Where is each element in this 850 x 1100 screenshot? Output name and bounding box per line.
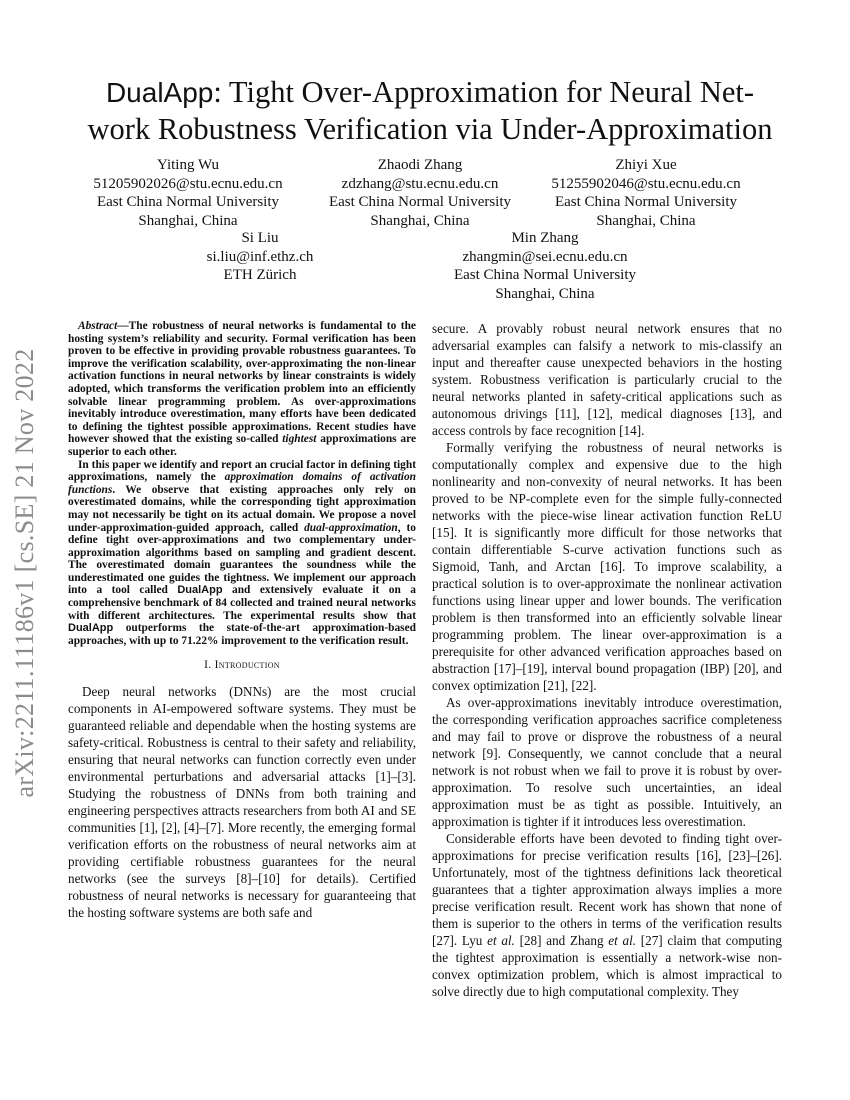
author-location: Shanghai, China xyxy=(370,212,470,229)
author-email: si.liu@inf.ethz.ch xyxy=(206,248,314,265)
author-block-4 xyxy=(140,229,380,285)
author-affiliation: East China Normal University xyxy=(328,194,512,210)
author-name: Si Liu xyxy=(241,230,279,246)
author-block-3 xyxy=(526,156,766,230)
author-email: 51255902046@stu.ecnu.edu.cn xyxy=(551,175,741,192)
section-heading-introduction: I. Introduction xyxy=(204,659,280,672)
arxiv-identifier: arXiv:2211.11186v1 [cs.SE] 21 Nov 2022 xyxy=(10,348,39,798)
author-name: Min Zhang xyxy=(511,230,579,246)
author-location: Shanghai, China xyxy=(596,212,696,229)
abstract-label: Abstract xyxy=(78,320,118,332)
abstract-paragraph-2: In this paper we identify and report an crucial factor in defining tight approximations, namely the approximation domains of activation functions. We observe that existing approaches only rely on overestimated domains, while the corresponding tight approximation may not necessarily be tight on its actual domain. We propose a novel under-approximation-guided approach, called dual-approximation, to define tight over-approximations and two complementary under-approximation algorithms based on sampling and gradient descent. The overestimated domain guarantees the soundness while the underestimated one guides the tightness. We implement our approach into a tool called DualApp and extensively evaluate it on a comprehensive benchmark of 84 collected and trained neural networks with different architectures. The experimental results show that DualApp outperforms the state-of-the-art approximation-based approaches, with up to 71.22% improvement to the verification result. xyxy=(68,458,417,647)
abstract-paragraph-1: Abstract—The robustness of neural networks is fundamental to the hosting system’s reliability and security. Formal verification has been proven to be effective in providing provable robustness guarantees. To improve the verification scalability, over-approximating the non-linear activation functions in neural networks by linear constraints is widely adopted, which transforms the verification problem into an efficiently solvable linear programming problem. As over-approximations inevitably introduce overestimation, many efforts have been dedicated to defining the tightest possible approximations. Recent studies have however showed that the existing so-called tightest approximations are superior to each other. xyxy=(68,320,417,458)
author-location: Shanghai, China xyxy=(138,212,238,229)
abstract xyxy=(68,320,416,647)
arxiv-sidebar-stamp xyxy=(8,293,42,853)
author-location: Shanghai, China xyxy=(495,285,595,302)
left-body-text xyxy=(68,683,416,921)
title-line2: work Robustness Verification via Under-Approximation xyxy=(87,112,773,146)
author-email: zdzhang@stu.ecnu.edu.cn xyxy=(341,175,499,192)
author-name: Zhiyi Xue xyxy=(615,157,677,173)
author-email: zhangmin@sei.ecnu.edu.cn xyxy=(462,248,628,265)
title-tool-name: DualApp xyxy=(105,77,214,108)
author-affiliation: East China Normal University xyxy=(96,194,280,210)
body-paragraph: Considerable efforts have been devoted to finding tight over-approximations for precise verification results [16], [23]–[26]. Unfortunately, most of the tightness definitions lack theoretical guarantees that a tighter approximation always implies a more precise verification result. Recent work has shown that none of them is superior to the others in terms of the verification results [27]. Lyu et al. [28] and Zhang et al. [27] claim that computing the tightest approximation is essentially a network-wise non-convex optimization problem, which is almost impractical to solve directly due to high computational complexity. They xyxy=(432,831,783,999)
body-paragraph: Formally verifying the robustness of neural networks is computationally complex and expensive due to the high nonlinearity and non-convexity of neural networks. It has been proved to be NP-complete even for the simple fully-connected networks with the piece-wise linear activation function ReLU [15]. It is significantly more difficult for those networks that contain differentiable S-curve activation functions such as Sigmoid, Tanh, and Arctan [16]. To improve scalability, a practical solution is to over-approximate the nonlinear activation functions using linear upper and lower bounds. The verification problem is then transformed into an efficiently solvable linear programming problem. The linear over-approximation is a prerequisite for other advanced verification approaches based on abstraction [17]–[19], interval bound propagation (IBP) [20], and convex optimization [21], [22]. xyxy=(432,440,782,693)
author-affiliation: ETH Zürich xyxy=(223,267,297,283)
author-name: Yiting Wu xyxy=(156,157,220,173)
author-block-2 xyxy=(300,156,540,230)
right-column xyxy=(432,320,782,1000)
author-affiliation: East China Normal University xyxy=(453,267,637,283)
author-block-5 xyxy=(425,229,665,303)
body-paragraph: secure. A provably robust neural network ensures that no adversarial examples can falsify a network to mis-classify an input and thereafter cause unexpected behaviors in the hosting system. Robustness verification is particularly crucial to the neural networks planted in safety-critical applications such as autonomous drivings [11], [12], medical diagnoses [13], and access controls by face recognition [14]. xyxy=(432,321,782,438)
body-paragraph: Deep neural networks (DNNs) are the most crucial components in AI-empowered software systems. They must be guaranteed reliable and dependable when the hosting systems are safety-critical. Robustness is central to their safety and reliability, ensuring that neural networks can function correctly even under environmental perturbations and adversarial attacks [1]–[3]. Studying the robustness of DNNs from both training and engineering perspectives attracts researchers from both AI and SE communities [1], [2], [4]–[7]. More recently, the emerging formal verification efforts on the robustness of neural networks aim at providing certifiable robustness guarantees for the neural networks (see the surveys [8]–[10] for details). Certified robustness of neural networks is necessary for guaranteeing that the hosting software systems are both safe and xyxy=(68,684,416,921)
title-line1: : Tight Over-Approximation for Neural Net- xyxy=(213,75,755,109)
author-email: 51205902026@stu.ecnu.edu.cn xyxy=(93,175,283,192)
author-affiliation: East China Normal University xyxy=(554,194,738,210)
author-name: Zhaodi Zhang xyxy=(377,157,463,173)
author-block-1 xyxy=(68,156,308,230)
paper-title xyxy=(60,74,800,148)
body-paragraph: As over-approximations inevitably introduce overestimation, the corresponding verification approaches sacrifice completeness and may fail to prove or disprove the robustness of a neural network [9]. Consequently, we cannot conclude that a neural network is not robust when we fail to prove it is robust by over-approximation. To resolve such uncertainties, an ideal approximation must be as tight as possible. Intuitively, an approximation is tighter if it introduces less overestimation. xyxy=(432,695,782,829)
left-column xyxy=(68,320,416,921)
